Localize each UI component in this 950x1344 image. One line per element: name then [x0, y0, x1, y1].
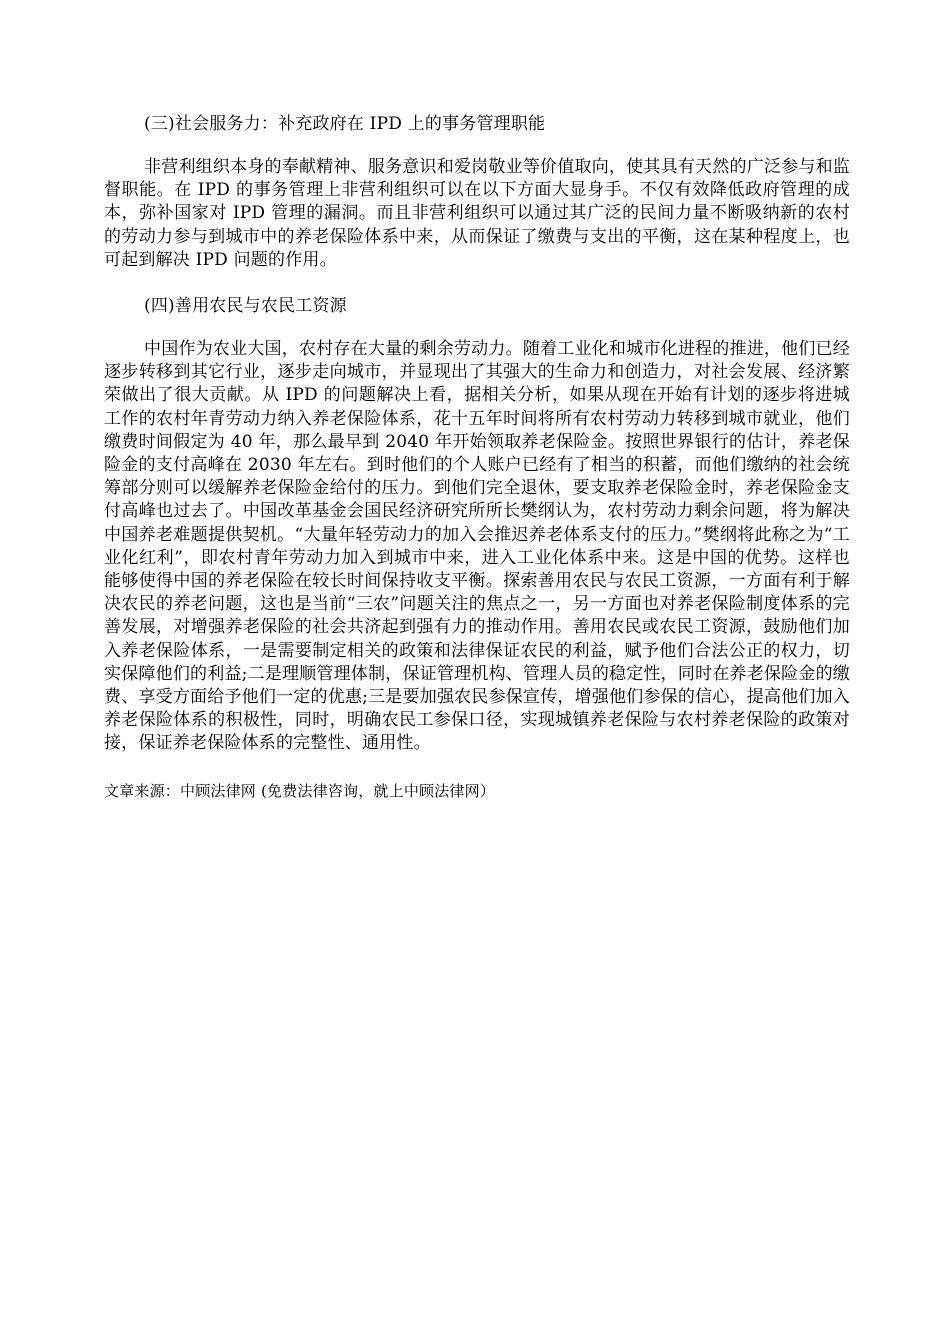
document-page [104, 112, 850, 802]
section-paragraph-4: 中国作为农业大国，农村存在大量的剩余劳动力。随着工业化和城市化进程的推进，他们已经逐步转移到其它行业，逐步走向城市，并显现出了其强大的生命力和创造力，对社会发展、经济繁荣做出了很大贡献。从 IPD 的问题解决上看，据相关分析，如果从现在开始有计划的逐步将进城工作的农村年青劳动力纳入养老保险体系，花十五年时间将所有农村劳动力转移到城市就业，他们缴费时间假定为 40 年，那么最早到 2040 年开始领取养老保险金。按照世界银行的估计，养老保险金的支付高峰在 2030 年左右。到时他们的个人账户已经有了相当的积蓄，而他们缴纳的社会统筹部分则可以缓解养老保险金给付的压力。到他们完全退休，要支取养老保险金时，养老保险金支付高峰也过去了。中国改革基金会国民经济研究所所长樊纲认为，农村劳动力剩余问题，将为解决中国养老难题提供契机。“大量年轻劳动力的加入会推迟养老体系支付的压力。”樊纲将此称之为“工业化红利”，即农村青年劳动力加入到城市中来，进入工业化体系中来。这是中国的优势。这样也能够使得中国的养老保险在较长时间保持收支平衡。探索善用农民与农民工资源，一方面有利于解决农民的养老问题，这也是当前“三农”问题关注的焦点之一，另一方面也对养老保险制度体系的完善发展，对增强养老保险的社会共济起到强有力的推动作用。善用农民或农民工资源，鼓励他们加入养老保险体系，一是需要制定相关的政策和法律保证农民的利益，赋予他们合法公正的权力，切实保障他们的利益;二是理顺管理体制，保证管理机构、管理人员的稳定性，同时在养老保险金的缴费、享受方面给予他们一定的优惠;三是要加强农民参保宣传，增强他们参保的信心，提高他们加入养老保险体系的积极性，同时，明确农民工参保口径，实现城镇养老保险与农村养老保险的政策对接，保证养老保险体系的完整性、通用性。 [104, 339, 850, 754]
section-paragraph-3: 非营利组织本身的奉献精神、服务意识和爱岗敬业等价值取向，使其具有天然的广泛参与和监督职能。在 IPD 的事务管理上非营利组织可以在以下方面大显身手。不仅有效降低政府管理的成本，弥补国家对 IPD 管理的漏洞。而且非营利组织可以通过其广泛的民间力量不断吸纳新的农村的劳动力参与到城市中的养老保险体系中来，从而保证了缴费与支出的平衡，这在某种程度上，也可起到解决 IPD 问题的作用。 [104, 157, 850, 270]
article-source: 文章来源：中顾法律网 (免费法律咨询，就上中顾法律网） [104, 781, 496, 800]
section-heading-3: (三)社会服务力：补充政府在 IPD 上的事务管理职能 [144, 114, 546, 134]
section-heading-4: (四)善用农民与农民工资源 [144, 296, 347, 317]
